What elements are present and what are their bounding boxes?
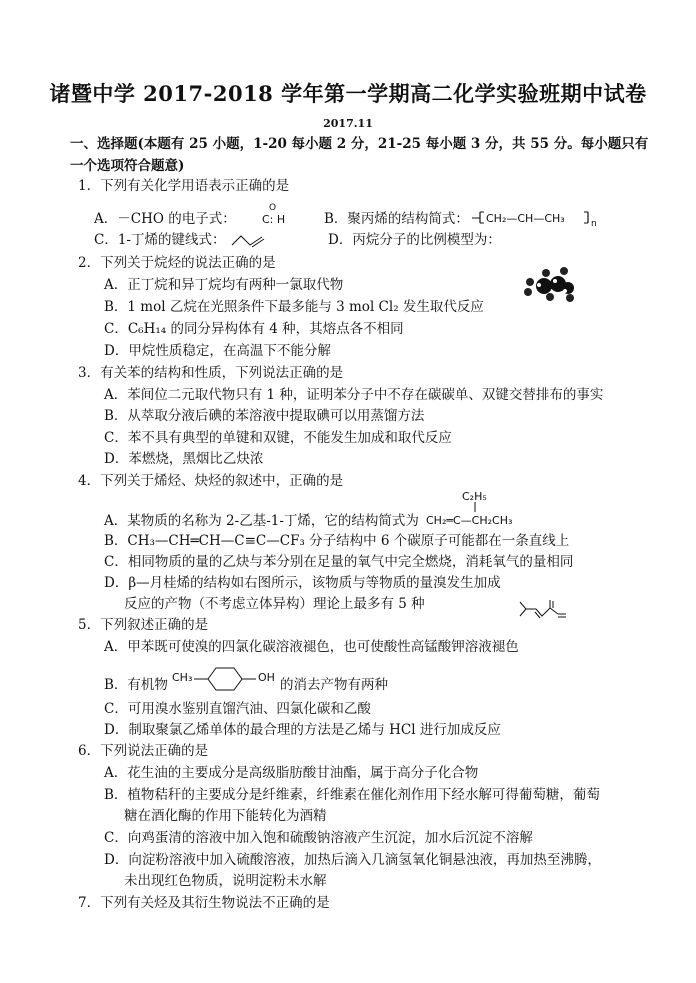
instructions-line-1: 一、选择题(本题有 25 小题，1-20 每小题 2 分，21-25 每小题 3 分，共 55 分。每小题只有 xyxy=(70,136,649,152)
q4-option-c: C．相同物质的量的乙炔与苯分别在足量的氧气中完全燃烧，消耗氧气的量相同 xyxy=(104,554,574,570)
q6-option-c: C．向鸡蛋清的溶液中加入饱和硫酸钠溶液产生沉淀，加水后沉淀不溶解 xyxy=(104,830,533,846)
q3-option-d: D．苯燃烧，黑烟比乙炔浓 xyxy=(104,451,264,467)
question-6-stem: 6．下列说法正确的是 xyxy=(78,743,209,759)
exam-date: 2017.11 xyxy=(323,117,373,130)
q5-option-b-suffix: 的消去产物有两种 xyxy=(280,677,388,693)
q1-b-subscript-n: n xyxy=(591,219,597,229)
q4-option-b: B．CH₃—CH═CH—C≡C—CF₃ 分子结构中 6 个碳原子可能都在一条直线上 xyxy=(104,533,570,549)
q1-b-structure: CH₂—CH—CH₃ xyxy=(486,212,565,225)
q1-option-b: B．聚丙烯的结构简式： xyxy=(324,211,469,227)
q5-option-d: D．制取聚氯乙烯单体的最合理的方法是乙烯与 HCl 进行加成反应 xyxy=(104,722,501,738)
q5-option-b-prefix: B．有机物 xyxy=(104,677,168,693)
1-butene-skeletal-icon xyxy=(232,233,272,247)
q6-option-b-line-2: 糖在酒化酶的作用下能转化为酒精 xyxy=(124,808,327,824)
question-1-stem: 1．下列有关化学用语表示正确的是 xyxy=(78,178,290,194)
q1-option-a: A．－CHO 的电子式： xyxy=(94,211,236,227)
question-7-stem: 7．下列有关烃及其衍生物说法不正确的是 xyxy=(78,895,330,911)
polypropylene-bracket-right-icon xyxy=(586,208,596,218)
question-3-stem: 3．有关苯的结构和性质，下列说法正确的是 xyxy=(78,365,344,381)
q5-b-methyl: CH₃ xyxy=(172,671,193,684)
q3-option-b: B．从萃取分液后碘的苯溶液中提取碘可以用蒸馏方法 xyxy=(104,408,425,424)
propane-space-filling-model-icon xyxy=(520,266,580,306)
q5-option-c: C．可用溴水鉴别直馏汽油、四氯化碳和乙酸 xyxy=(104,701,371,717)
q4-a-structure: CH₂═C—CH₂CH₃ xyxy=(426,514,513,527)
myrcene-skeletal-icon xyxy=(520,600,570,620)
q5-b-hydroxyl: OH xyxy=(258,671,275,684)
question-5-stem: 5．下列叙述正确的是 xyxy=(78,617,209,633)
question-2-stem: 2．下列关于烷烃的说法正确的是 xyxy=(78,255,276,271)
q1-a-electron-formula: C: H xyxy=(262,213,286,226)
q4-a-ethyl-group: C₂H₅ xyxy=(462,490,487,503)
q5-option-a: A．甲苯既可使溴的四氯化碳溶液褪色，也可使酸性高锰酸钾溶液褪色 xyxy=(104,639,519,655)
instructions-line-2: 一个选项符合题意) xyxy=(70,158,185,174)
q2-option-a: A．正丁烷和异丁烷均有两种一氯取代物 xyxy=(104,277,344,293)
q1-option-d: D．丙烷分子的比例模型为： xyxy=(328,232,501,248)
q6-option-b-line-1: B．植物秸秆的主要成分是纤维素，纤维素在催化剂作用下经水解可得葡萄糖，葡萄 xyxy=(104,787,600,803)
q4-a-branch-bond-icon xyxy=(474,502,476,512)
q6-option-d-line-1: D．向淀粉溶液中加入硫酸溶液，加热后滴入几滴氢氧化铜悬浊液，再加热至沸腾， xyxy=(104,852,601,868)
q6-option-a: A．花生油的主要成分是高级脂肪酸甘油酯，属于高分子化合物 xyxy=(104,765,479,781)
q2-option-c: C．C₆H₁₄ 的同分异构体有 4 种，其熔点各不相同 xyxy=(104,321,404,337)
q2-option-b: B．1 mol 乙烷在光照条件下最多能与 3 mol Cl₂ 发生取代反应 xyxy=(104,299,484,315)
q3-option-c: C．苯不具有典型的单键和双键，不能发生加成和取代反应 xyxy=(104,430,452,446)
q1-a-oxygen: O xyxy=(269,203,277,213)
q2-option-d: D．甲烷性质稳定，在高温下不能分解 xyxy=(104,343,331,359)
q4-option-a: A．某物质的名称为 2-乙基-1-丁烯，它的结构简式为 xyxy=(104,513,419,529)
section-instructions xyxy=(70,133,649,177)
q3-option-a: A．苯间位二元取代物只有 1 种，证明苯分子中不存在碳碳单、双键交替排布的事实 xyxy=(104,387,604,403)
q6-option-d-line-2: 未出现红色物质，说明淀粉未水解 xyxy=(124,873,327,889)
q4-option-d-line-2: 反应的产物（不考虑立体异构）理论上最多有 5 种 xyxy=(124,596,425,612)
exam-title: 诸暨中学 2017-2018 学年第一学期高二化学实验班期中试卷 xyxy=(49,81,647,106)
question-4-stem: 4．下列关于烯烃、炔烃的叙述中，正确的是 xyxy=(78,473,344,489)
cyclohexane-ring-icon xyxy=(194,666,254,692)
q4-option-d-line-1: D．β—月桂烯的结构如右图所示，该物质与等物质的量溴发生加成 xyxy=(104,575,501,591)
q1-option-c: C．1-丁烯的键线式： xyxy=(94,232,226,248)
